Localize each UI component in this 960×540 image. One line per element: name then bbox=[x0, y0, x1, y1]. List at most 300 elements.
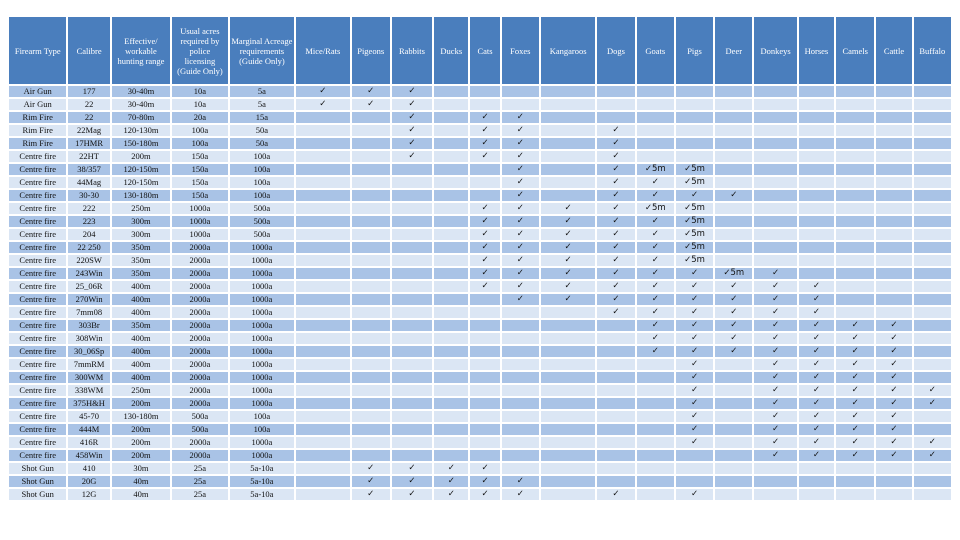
species-check-cell bbox=[541, 138, 595, 149]
species-check-cell: ✓ bbox=[676, 268, 713, 279]
species-check-cell bbox=[434, 190, 468, 201]
table-cell: 20a bbox=[172, 112, 227, 123]
species-check-cell: ✓ bbox=[352, 476, 390, 487]
species-check-cell: ✓5m bbox=[715, 268, 752, 279]
species-check-cell bbox=[876, 294, 911, 305]
species-check-cell bbox=[799, 138, 834, 149]
table-cell: 2000a bbox=[172, 398, 227, 409]
table-cell: 400m bbox=[112, 346, 170, 357]
species-check-cell: ✓ bbox=[470, 216, 499, 227]
species-check-cell bbox=[502, 424, 539, 435]
species-check-cell bbox=[541, 307, 595, 318]
species-check-cell bbox=[502, 398, 539, 409]
species-check-cell bbox=[541, 86, 595, 97]
table-cell: 2000a bbox=[172, 385, 227, 396]
species-check-cell bbox=[754, 151, 796, 162]
species-check-cell: ✓ bbox=[470, 138, 499, 149]
species-check-cell: ✓ bbox=[676, 307, 713, 318]
species-check-cell bbox=[715, 177, 752, 188]
species-check-cell: ✓ bbox=[799, 333, 834, 344]
species-check-cell bbox=[876, 164, 911, 175]
species-check-cell: ✓ bbox=[637, 333, 674, 344]
table-cell: 120-130m bbox=[112, 125, 170, 136]
species-check-cell bbox=[914, 411, 951, 422]
species-check-cell bbox=[434, 177, 468, 188]
table-cell: 1000a bbox=[172, 229, 227, 240]
species-check-cell bbox=[296, 151, 349, 162]
species-check-cell bbox=[296, 203, 349, 214]
species-check-cell: ✓ bbox=[876, 359, 911, 370]
species-check-cell bbox=[715, 138, 752, 149]
species-check-cell bbox=[392, 398, 432, 409]
table-cell: Centre fire bbox=[9, 242, 66, 253]
table-cell: Rim Fire bbox=[9, 112, 66, 123]
species-check-cell: ✓ bbox=[502, 476, 539, 487]
table-cell: 2000a bbox=[172, 346, 227, 357]
species-check-cell bbox=[836, 229, 874, 240]
species-check-cell bbox=[715, 151, 752, 162]
species-check-cell: ✓5m bbox=[676, 255, 713, 266]
species-check-cell: ✓ bbox=[754, 281, 796, 292]
species-check-cell bbox=[392, 242, 432, 253]
species-check-cell bbox=[541, 359, 595, 370]
species-check-cell bbox=[434, 216, 468, 227]
species-check-cell bbox=[541, 112, 595, 123]
table-cell: 375H&H bbox=[68, 398, 109, 409]
species-check-cell bbox=[715, 424, 752, 435]
species-check-cell: ✓ bbox=[392, 489, 432, 500]
species-check-cell: ✓ bbox=[876, 333, 911, 344]
species-check-cell bbox=[914, 138, 951, 149]
species-check-cell bbox=[637, 125, 674, 136]
table-cell: 350m bbox=[112, 320, 170, 331]
species-check-cell bbox=[637, 411, 674, 422]
header-row bbox=[9, 17, 951, 84]
table-cell: 130-180m bbox=[112, 190, 170, 201]
table-cell: 1000a bbox=[230, 281, 295, 292]
species-check-cell: ✓ bbox=[836, 372, 874, 383]
species-check-cell: ✓ bbox=[637, 294, 674, 305]
species-check-cell: ✓ bbox=[541, 294, 595, 305]
table-cell: Centre fire bbox=[9, 450, 66, 461]
table-row bbox=[9, 320, 951, 331]
species-check-cell bbox=[876, 268, 911, 279]
species-check-cell bbox=[914, 424, 951, 435]
table-cell: 25a bbox=[172, 476, 227, 487]
species-check-cell: ✓ bbox=[676, 346, 713, 357]
species-check-cell: ✓ bbox=[676, 411, 713, 422]
table-cell: 10a bbox=[172, 86, 227, 97]
species-check-cell bbox=[470, 450, 499, 461]
species-check-cell bbox=[434, 398, 468, 409]
species-check-cell: ✓ bbox=[754, 294, 796, 305]
species-check-cell bbox=[799, 112, 834, 123]
species-check-cell: ✓ bbox=[676, 372, 713, 383]
species-check-cell bbox=[296, 177, 349, 188]
species-check-cell bbox=[434, 307, 468, 318]
species-check-cell bbox=[541, 476, 595, 487]
species-check-cell: ✓ bbox=[836, 320, 874, 331]
table-row bbox=[9, 424, 951, 435]
species-check-cell: ✓ bbox=[754, 346, 796, 357]
species-check-cell bbox=[502, 307, 539, 318]
species-check-cell: ✓ bbox=[502, 268, 539, 279]
species-check-cell: ✓ bbox=[676, 359, 713, 370]
species-check-cell bbox=[676, 476, 713, 487]
species-check-cell bbox=[597, 112, 634, 123]
table-cell: 120-150m bbox=[112, 177, 170, 188]
table-row bbox=[9, 203, 951, 214]
species-check-cell bbox=[597, 320, 634, 331]
table-cell: 400m bbox=[112, 281, 170, 292]
table-cell: 2000a bbox=[172, 359, 227, 370]
species-check-cell bbox=[914, 294, 951, 305]
species-check-cell: ✓ bbox=[541, 268, 595, 279]
species-check-cell: ✓ bbox=[392, 125, 432, 136]
species-check-cell: ✓ bbox=[836, 424, 874, 435]
species-check-cell: ✓ bbox=[352, 463, 390, 474]
species-check-cell bbox=[799, 164, 834, 175]
species-check-cell bbox=[392, 281, 432, 292]
species-check-cell: ✓ bbox=[502, 203, 539, 214]
species-check-cell bbox=[676, 112, 713, 123]
table-cell: 20G bbox=[68, 476, 109, 487]
species-check-cell bbox=[597, 99, 634, 110]
species-check-cell bbox=[715, 437, 752, 448]
species-check-cell bbox=[541, 411, 595, 422]
table-cell: Centre fire bbox=[9, 164, 66, 175]
table-row bbox=[9, 255, 951, 266]
species-check-cell: ✓ bbox=[352, 489, 390, 500]
species-check-cell bbox=[434, 281, 468, 292]
species-check-cell bbox=[799, 177, 834, 188]
species-check-cell bbox=[392, 333, 432, 344]
species-check-cell bbox=[352, 398, 390, 409]
species-check-cell: ✓ bbox=[502, 255, 539, 266]
species-check-cell bbox=[676, 138, 713, 149]
species-check-cell: ✓ bbox=[541, 281, 595, 292]
species-check-cell bbox=[352, 411, 390, 422]
species-check-cell: ✓ bbox=[637, 320, 674, 331]
species-check-cell bbox=[597, 398, 634, 409]
species-check-cell: ✓ bbox=[876, 411, 911, 422]
column-header: Ducks bbox=[434, 17, 468, 84]
column-header: Rabbits bbox=[392, 17, 432, 84]
species-check-cell bbox=[715, 99, 752, 110]
table-cell: 1000a bbox=[230, 268, 295, 279]
species-check-cell bbox=[914, 476, 951, 487]
table-cell: Centre fire bbox=[9, 190, 66, 201]
species-check-cell: ✓ bbox=[502, 151, 539, 162]
species-check-cell: ✓ bbox=[434, 489, 468, 500]
species-check-cell bbox=[597, 359, 634, 370]
species-check-cell: ✓ bbox=[434, 463, 468, 474]
table-cell: 1000a bbox=[172, 216, 227, 227]
species-check-cell bbox=[597, 86, 634, 97]
species-check-cell bbox=[434, 333, 468, 344]
table-cell: 25_06R bbox=[68, 281, 109, 292]
species-check-cell bbox=[296, 112, 349, 123]
species-check-cell bbox=[836, 463, 874, 474]
table-cell: 15a bbox=[230, 112, 295, 123]
table-cell: 500a bbox=[230, 216, 295, 227]
table-row bbox=[9, 411, 951, 422]
species-check-cell bbox=[715, 86, 752, 97]
table-cell: Centre fire bbox=[9, 424, 66, 435]
table-cell: Shot Gun bbox=[9, 476, 66, 487]
species-check-cell bbox=[914, 151, 951, 162]
species-check-cell: ✓ bbox=[799, 281, 834, 292]
table-cell: 5a bbox=[230, 86, 295, 97]
species-check-cell: ✓ bbox=[597, 242, 634, 253]
table-cell: 150a bbox=[172, 151, 227, 162]
table-cell: 350m bbox=[112, 268, 170, 279]
species-check-cell bbox=[392, 216, 432, 227]
species-check-cell bbox=[541, 177, 595, 188]
species-check-cell bbox=[541, 125, 595, 136]
table-row bbox=[9, 164, 951, 175]
species-check-cell bbox=[637, 450, 674, 461]
table-cell: Centre fire bbox=[9, 385, 66, 396]
table-cell: 204 bbox=[68, 229, 109, 240]
species-check-cell: ✓ bbox=[836, 346, 874, 357]
species-check-cell bbox=[541, 151, 595, 162]
species-check-cell: ✓ bbox=[876, 385, 911, 396]
table-cell: 500a bbox=[230, 229, 295, 240]
species-check-cell: ✓ bbox=[502, 281, 539, 292]
species-check-cell bbox=[434, 424, 468, 435]
species-check-cell bbox=[352, 359, 390, 370]
species-check-cell bbox=[296, 190, 349, 201]
species-check-cell bbox=[637, 489, 674, 500]
table-cell: 350m bbox=[112, 255, 170, 266]
table-cell: 2000a bbox=[172, 450, 227, 461]
species-check-cell: ✓ bbox=[676, 333, 713, 344]
species-check-cell: ✓ bbox=[676, 385, 713, 396]
species-check-cell bbox=[836, 242, 874, 253]
table-cell: 22HT bbox=[68, 151, 109, 162]
table-cell: 25a bbox=[172, 463, 227, 474]
species-check-cell: ✓ bbox=[637, 177, 674, 188]
table-header bbox=[9, 17, 951, 84]
column-header: Usual acres required by police licensing (Guide Only) bbox=[172, 17, 227, 84]
table-row bbox=[9, 333, 951, 344]
species-check-cell: ✓ bbox=[637, 281, 674, 292]
table-cell: 5a-10a bbox=[230, 476, 295, 487]
species-check-cell bbox=[597, 424, 634, 435]
table-cell: 45-70 bbox=[68, 411, 109, 422]
species-check-cell bbox=[836, 489, 874, 500]
species-check-cell: ✓5m bbox=[637, 203, 674, 214]
species-check-cell bbox=[754, 164, 796, 175]
table-row bbox=[9, 385, 951, 396]
species-check-cell bbox=[392, 203, 432, 214]
species-check-cell: ✓ bbox=[754, 450, 796, 461]
species-check-cell bbox=[296, 359, 349, 370]
species-check-cell bbox=[352, 333, 390, 344]
species-check-cell: ✓ bbox=[392, 86, 432, 97]
species-check-cell bbox=[502, 437, 539, 448]
species-check-cell bbox=[597, 372, 634, 383]
species-check-cell bbox=[392, 411, 432, 422]
species-check-cell bbox=[799, 125, 834, 136]
species-check-cell: ✓ bbox=[876, 320, 911, 331]
species-check-cell bbox=[799, 99, 834, 110]
table-cell: 1000a bbox=[230, 346, 295, 357]
species-check-cell bbox=[637, 424, 674, 435]
species-check-cell bbox=[470, 190, 499, 201]
species-check-cell: ✓ bbox=[597, 164, 634, 175]
species-check-cell bbox=[754, 99, 796, 110]
species-check-cell bbox=[352, 307, 390, 318]
table-cell: Centre fire bbox=[9, 411, 66, 422]
species-check-cell: ✓ bbox=[876, 372, 911, 383]
species-check-cell: ✓ bbox=[715, 294, 752, 305]
species-check-cell bbox=[876, 242, 911, 253]
column-header: Foxes bbox=[502, 17, 539, 84]
species-check-cell bbox=[597, 463, 634, 474]
species-check-cell: ✓ bbox=[836, 359, 874, 370]
table-cell: 400m bbox=[112, 307, 170, 318]
species-check-cell bbox=[296, 437, 349, 448]
species-check-cell: ✓ bbox=[754, 424, 796, 435]
species-check-cell bbox=[637, 463, 674, 474]
species-check-cell bbox=[392, 229, 432, 240]
table-cell: 5a-10a bbox=[230, 463, 295, 474]
species-check-cell: ✓ bbox=[914, 398, 951, 409]
species-check-cell bbox=[434, 138, 468, 149]
species-check-cell bbox=[914, 242, 951, 253]
species-check-cell bbox=[715, 242, 752, 253]
species-check-cell: ✓ bbox=[470, 489, 499, 500]
table-cell: 1000a bbox=[230, 437, 295, 448]
species-check-cell bbox=[502, 86, 539, 97]
species-check-cell bbox=[296, 489, 349, 500]
species-check-cell bbox=[470, 333, 499, 344]
species-check-cell: ✓ bbox=[715, 346, 752, 357]
species-check-cell bbox=[541, 463, 595, 474]
table-cell: 40m bbox=[112, 476, 170, 487]
column-header: Firearm Type bbox=[9, 17, 66, 84]
species-check-cell: ✓ bbox=[799, 398, 834, 409]
species-check-cell bbox=[541, 190, 595, 201]
table-cell: Centre fire bbox=[9, 203, 66, 214]
species-check-cell: ✓ bbox=[799, 307, 834, 318]
species-check-cell: ✓ bbox=[470, 203, 499, 214]
species-check-cell bbox=[836, 177, 874, 188]
table-cell: Centre fire bbox=[9, 346, 66, 357]
species-check-cell bbox=[836, 86, 874, 97]
table-cell: 2000a bbox=[172, 281, 227, 292]
species-check-cell: ✓ bbox=[597, 489, 634, 500]
species-check-cell bbox=[914, 86, 951, 97]
species-check-cell bbox=[352, 203, 390, 214]
species-check-cell bbox=[434, 268, 468, 279]
species-check-cell bbox=[352, 346, 390, 357]
species-check-cell: ✓ bbox=[715, 333, 752, 344]
species-check-cell: ✓ bbox=[392, 138, 432, 149]
species-check-cell bbox=[637, 86, 674, 97]
species-check-cell bbox=[296, 424, 349, 435]
table-row bbox=[9, 99, 951, 110]
species-check-cell: ✓ bbox=[799, 437, 834, 448]
table-cell: 2000a bbox=[172, 333, 227, 344]
species-check-cell bbox=[502, 99, 539, 110]
species-check-cell: ✓ bbox=[470, 255, 499, 266]
species-check-cell bbox=[597, 385, 634, 396]
table-cell: 2000a bbox=[172, 437, 227, 448]
table-cell: Centre fire bbox=[9, 255, 66, 266]
species-check-cell bbox=[637, 138, 674, 149]
species-check-cell: ✓ bbox=[676, 190, 713, 201]
species-check-cell: ✓ bbox=[836, 411, 874, 422]
table-row bbox=[9, 294, 951, 305]
species-check-cell bbox=[914, 307, 951, 318]
species-check-cell bbox=[392, 372, 432, 383]
table-cell: 130-180m bbox=[112, 411, 170, 422]
column-header: Pigs bbox=[676, 17, 713, 84]
species-check-cell bbox=[352, 164, 390, 175]
species-check-cell bbox=[352, 190, 390, 201]
species-check-cell: ✓ bbox=[715, 307, 752, 318]
table-cell: 5a bbox=[230, 99, 295, 110]
table-cell: 200m bbox=[112, 437, 170, 448]
table-cell: 500a bbox=[172, 411, 227, 422]
species-check-cell bbox=[799, 203, 834, 214]
species-check-cell: ✓ bbox=[597, 151, 634, 162]
species-check-cell bbox=[637, 398, 674, 409]
species-check-cell bbox=[296, 307, 349, 318]
table-cell: 2000a bbox=[172, 320, 227, 331]
column-header: Pigeons bbox=[352, 17, 390, 84]
table-row bbox=[9, 281, 951, 292]
table-cell: 100a bbox=[230, 164, 295, 175]
species-check-cell: ✓ bbox=[799, 385, 834, 396]
species-check-cell bbox=[836, 190, 874, 201]
species-check-cell bbox=[434, 203, 468, 214]
table-cell: Shot Gun bbox=[9, 489, 66, 500]
species-check-cell: ✓ bbox=[637, 307, 674, 318]
species-check-cell: ✓ bbox=[836, 385, 874, 396]
species-check-cell bbox=[914, 125, 951, 136]
species-check-cell bbox=[876, 229, 911, 240]
column-header: Goats bbox=[637, 17, 674, 84]
species-check-cell bbox=[836, 203, 874, 214]
species-check-cell bbox=[296, 255, 349, 266]
species-check-cell: ✓ bbox=[799, 411, 834, 422]
species-check-cell bbox=[914, 281, 951, 292]
species-check-cell bbox=[876, 476, 911, 487]
species-check-cell bbox=[392, 294, 432, 305]
table-cell: 1000a bbox=[230, 333, 295, 344]
species-check-cell bbox=[914, 359, 951, 370]
species-check-cell bbox=[715, 476, 752, 487]
table-cell: 270Win bbox=[68, 294, 109, 305]
species-check-cell bbox=[637, 385, 674, 396]
species-check-cell bbox=[715, 216, 752, 227]
species-check-cell: ✓ bbox=[502, 125, 539, 136]
species-check-cell: ✓ bbox=[836, 437, 874, 448]
species-check-cell: ✓ bbox=[637, 268, 674, 279]
species-check-cell: ✓ bbox=[676, 281, 713, 292]
species-check-cell bbox=[676, 86, 713, 97]
table-cell: 416R bbox=[68, 437, 109, 448]
table-cell: 2000a bbox=[172, 268, 227, 279]
species-check-cell: ✓ bbox=[502, 112, 539, 123]
species-check-cell bbox=[715, 450, 752, 461]
species-check-cell bbox=[541, 99, 595, 110]
species-check-cell bbox=[434, 359, 468, 370]
